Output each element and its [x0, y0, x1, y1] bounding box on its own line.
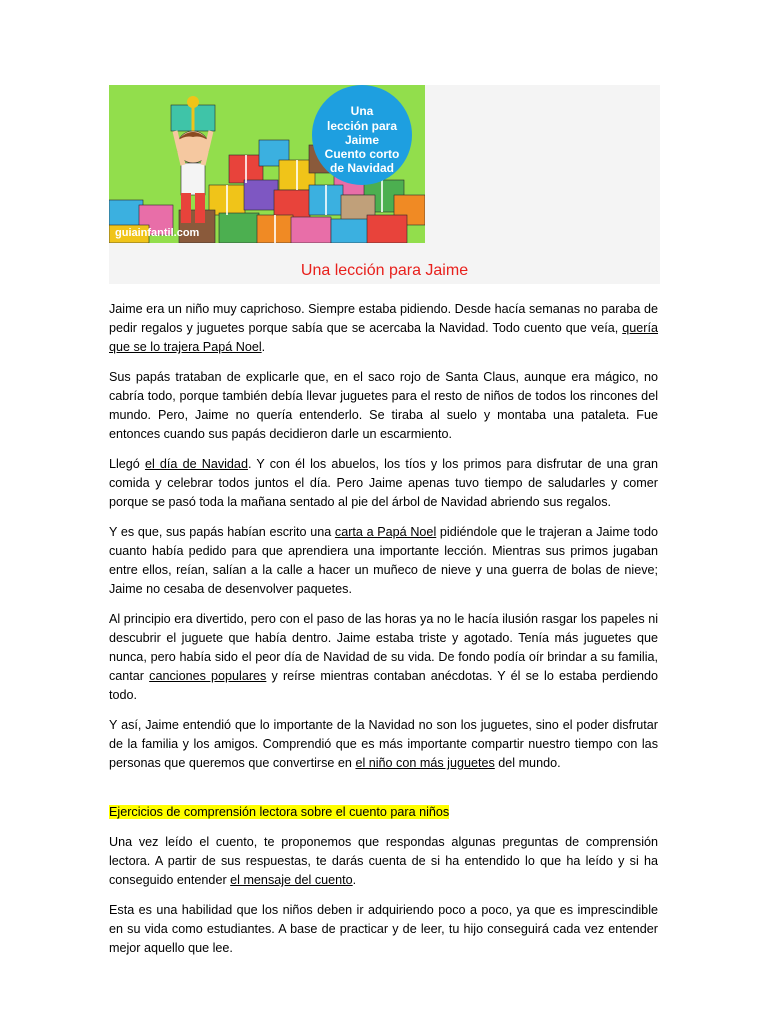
link-dia-de-navidad[interactable]: el día de Navidad [144, 457, 248, 471]
watermark: guiainfantil.com [115, 227, 200, 239]
link-papa-noel[interactable]: quería que se lo trajera Papá Noel [109, 321, 658, 354]
highlighted-heading: Ejercicios de comprensión lectora sobre el cuento para niños [109, 805, 450, 819]
badge-line-1: Una [350, 104, 374, 118]
badge-line-5: de Navidad [329, 161, 395, 175]
spacer [109, 784, 658, 803]
link-carta-papa-noel[interactable]: carta a Papá Noel [334, 525, 437, 539]
section-heading [109, 803, 658, 822]
paragraph-7: Una vez leído el cuento, te proponemos que respondas algunas preguntas de comprensión lectora. A partir de sus respuestas, te darás cuenta de si ha entendido lo que ha leído y si ha conseguido entender el mensaje del cuento. [109, 835, 658, 887]
paragraph-1: Jaime era un niño muy caprichoso. Siempre estaba pidiendo. Desde hacía semanas no paraba de pedir regalos y juguetes porque sabía que se acercaba la Navidad. Todo cuento que veía, quería que se lo trajera Papá Noel. [109, 302, 658, 354]
hero-image [109, 85, 425, 243]
link-nino-mas-juguetes[interactable]: el niño con más juguetes [355, 756, 495, 770]
link-canciones-populares[interactable]: canciones populares [149, 669, 267, 683]
paragraph-3: Llegó el día de Navidad. Y con él los abuelos, los tíos y los primos para disfrutar de una gran comida y celebrar todos juntos el día. Pero Jaime apenas tuvo tiempo de saludarles y comer porque se pasó toda la mañana sentado al pie del árbol de Navidad abriendo sus regalos. [109, 457, 658, 509]
badge-line-4: Cuento corto [324, 147, 400, 161]
badge-line-2: lección para [326, 119, 398, 133]
paragraph-5: Al principio era divertido, pero con el paso de las horas ya no le hacía ilusión rasgar los papeles ni descubrir el juguete que había dentro. Jaime estaba triste y agotado. Tenía más juguetes que nunca, pero había sido el peor día de Navidad de su vida. De fondo podía oír brindar a su familia, cantar canciones populares y reírse mientras contaban anécdotas. Y él se lo estaba perdiendo todo. [109, 612, 658, 702]
story-body [109, 300, 658, 969]
badge-line-3: Jaime [344, 133, 380, 147]
paragraph-2: Sus papás trataban de explicarle que, en el saco rojo de Santa Claus, aunque era mágico, no cabría todo, porque también debía llevar juguetes para el resto de niños de todos los rincones del mundo. Pero, Jaime no quería entenderlo. Se tiraba al suelo y montaba una pataleta. Fue entonces cuando sus papás decidieron darle un escarmiento. [109, 370, 658, 441]
paragraph-4: Y es que, sus papás habían escrito una carta a Papá Noel pidiéndole que le trajeran a Jaime todo cuanto había pedido para que aprendiera una importante lección. Mientras sus primos jugaban entre ellos, reían, salían a la calle a hacer un muñeco de nieve y una guerra de bolas de nieve; Jaime no cesaba de desenvolver paquetes. [109, 525, 659, 596]
paragraph-6: Y así, Jaime entendió que lo importante de la Navidad no son los juguetes, sino el poder disfrutar de la familia y los amigos. Comprendió que es más importante compartir nuestro tiempo con las personas que queremos que convertirse en el niño con más juguetes del mundo. [109, 718, 658, 770]
paragraph-8: Esta es una habilidad que los niños deben ir adquiriendo poco a poco, ya que es imprescindible en su vida como estudiantes. A base de practicar y de leer, tu hijo conseguirá cada vez entender mejor aquello que lee. [109, 903, 658, 955]
document-title: Una lección para Jaime [300, 262, 469, 279]
link-mensaje-del-cuento[interactable]: el mensaje del cuento [230, 873, 353, 887]
